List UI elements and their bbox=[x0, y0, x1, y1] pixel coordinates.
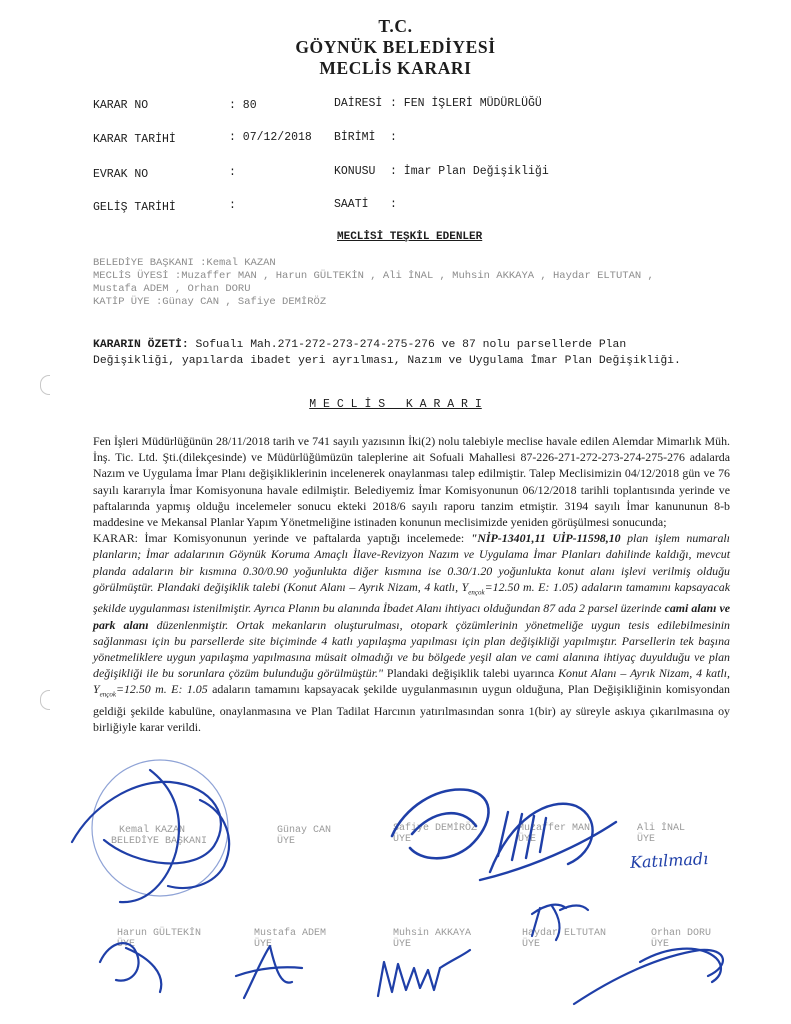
karar-tarihi-label: KARAR TARİHİ bbox=[93, 133, 176, 146]
birimi-value: : bbox=[390, 131, 397, 144]
signature-ali-inal: Ali İNAL ÜYE bbox=[637, 823, 686, 845]
clerk-line: KATİP ÜYE :Günay CAN , Safiye DEMİRÖZ bbox=[93, 296, 327, 308]
signature-mayor: Kemal KAZAN BELEDİYE BAŞKANI bbox=[111, 825, 208, 847]
summary-text: Sofualı Mah.271-272-273-274-275-276 ve 87 nolu parsellerde Plan Değişikliği, yapılarda ibadet yeri ayrılması, Nazım ve Uygulama İmar Plan Değişikliği. bbox=[93, 339, 681, 367]
signature-orhan-doru: Orhan DORU ÜYE bbox=[651, 928, 712, 950]
handwritten-note: Katılmadı bbox=[629, 848, 709, 873]
signature-mustafa-adem: Mustafa ADEM ÜYE bbox=[254, 928, 327, 950]
evrak-no-value: : bbox=[229, 166, 236, 179]
header-tc: T.C. bbox=[378, 16, 413, 36]
header-municipality: GÖYNÜK BELEDİYESİ bbox=[295, 37, 496, 57]
konusu-value: : İmar Plan Değişikliği bbox=[390, 165, 549, 178]
gelis-tarihi-label: GELİŞ TARİHİ bbox=[93, 201, 176, 214]
gelis-tarihi-value: : bbox=[229, 199, 236, 212]
evrak-no-label: EVRAK NO bbox=[93, 168, 149, 181]
dairesi-value: : FEN İŞLERİ MÜDÜRLÜĞÜ bbox=[390, 97, 542, 110]
signature-safiye-demiroz: Safiye DEMİRÖZ ÜYE bbox=[393, 823, 478, 845]
header-title: MECLİS KARARI bbox=[319, 58, 472, 78]
members-line-2: Mustafa ADEM , Orhan DORU bbox=[93, 283, 251, 295]
karar-tarihi-value: : 07/12/2018 bbox=[229, 131, 312, 144]
dairesi-label: DAİRESİ bbox=[334, 97, 383, 110]
council-title: MECLİSİ TEŞKİL EDENLER bbox=[337, 231, 483, 243]
karar-no-label: KARAR NO bbox=[93, 99, 149, 112]
birimi-label: BİRİMİ bbox=[334, 131, 376, 144]
konusu-label: KONUSU bbox=[334, 165, 376, 178]
members-line-1: MECLİS ÜYESİ :Muzaffer MAN , Harun GÜLTEKİN , Ali İNAL , Muhsin AKKAYA , Haydar ELTUTAN , bbox=[93, 270, 654, 282]
body-paragraph-1: Fen İşleri Müdürlüğünün 28/11/2018 tarih ve 741 sayılı yazısının İki(2) nolu talebiyle meclise havale edilen Alemdar Mimarlık Müh. İnş. Tic. Ltd. Şti.(dilekçesinde) ve Müdürlüğümüzün taleplerine ait Sofuali Mahallesi 87-226-271-272-273-274-275-276 adalarda Nazım ve Uygulama İmar Planı değişikliklerinin incelenerek onaylanması talep edilmiştir. Talep Meclisimizin 04/12/2018 gün ve 76 sayılı kararıyla İmar Komisyonuna havale edilmiştir. Belediyemiz İmar Komisyonunun 06/12/2018 tarihli toplantısında yerinde ve paftalarında yapmış olduğu incelemeler sonucu ekteki 2018/6 sayılı raporu tanzim etmiştir. 3194 sayılı İmar kanununun 8-b maddesine ve Mekansal Planlar Yapım Yönetmeliğine istinaden konunun meclisimizde yeniden görüşülmesi sonucunda; bbox=[93, 434, 730, 530]
signature-gunay-can: Günay CAN ÜYE bbox=[277, 825, 332, 847]
mayor-line: BELEDİYE BAŞKANI :Kemal KAZAN bbox=[93, 257, 276, 269]
saati-value: : bbox=[390, 198, 397, 211]
signature-muzaffer-man: Muzaffer MAN ÜYE bbox=[518, 823, 591, 845]
signature-harun-gultekin: Harun GÜLTEKİN ÜYE bbox=[117, 928, 202, 950]
summary-label: KARARIN ÖZETİ: bbox=[93, 339, 189, 351]
saati-label: SAATİ bbox=[334, 198, 369, 211]
signature-haydar-eltutan: Haydar ELTUTAN ÜYE bbox=[522, 928, 607, 950]
decision-title: M E C L İ S K A R A R I bbox=[309, 398, 482, 411]
body-paragraph-2: KARAR: İmar Komisyonunun yerinde ve paftalarda yaptığı incelemede: "NİP-13401,11 UİP-11598,10 plan işlem numaralı planların; İmar adalarının Göynük Koruma Amaçlı İlave-Revizyon Nazım ve Uygulama İmar Planları dahilinde kaldığı, mevcut planda adaların bir kısmına 0.30/0.90 yoğunlukta diğer kısmına ise 0.30/1.20 yoğunlukta konut alanı işlevi verilmiş olduğu görülmüştür. Plandaki değişiklik talebi (Konut Alanı – Ayrık Nizam, 4 katlı, $Y_{ençok}=12.50$ m. E: 1.05) adaların tamamını kapsayacak şekilde uygulanması istenilmiştir. Ayrıca Planın bu alanında İbadet Alanı ihtiyacı olduğundan 87 ada 2 parsel üzerinde cami alanı ve park alanı düzenlenmiştir. Ortak mekanların oluşturulması, otopark çözümlerinin yönetmeliğe uygun tesis edilebilmesinin sağlanması için bu parsellerde site biçiminde 4 katlı yapılaşma yapılması için plan değişikliği yapılmıştır. Parsellerin tek başına yönetmeliklere uygun yapılaşma yapılmasına müsait olmadığı ve bu bölgede yeşil alan ve cami alanına ihtiyaç duyulduğu ve plan değişikliği ile bu sorunlara çözüm bulunduğu görülmüştür." Plandaki değişiklik talebi uyarınca Konut Alanı – Ayrık Nizam, 4 katlı, $Y_{ençok}=12.50$ m. E: 1.05 adaların tamamını kapsayacak şekilde uygulanmasının uygun olduğuna, Plan Değişikliğinin komisyondan geldiği şekilde kabulüne, onaylanmasına ve Plan Tadilat Harcının yatırılmasından sonra 1(bir) ay süreyle askıya çıkarılmasına oy birliğiyle karar verildi. bbox=[93, 531, 731, 735]
signature-muhsin-akkaya: Muhsin AKKAYA ÜYE bbox=[393, 928, 472, 950]
karar-no-value: : 80 bbox=[229, 99, 257, 112]
